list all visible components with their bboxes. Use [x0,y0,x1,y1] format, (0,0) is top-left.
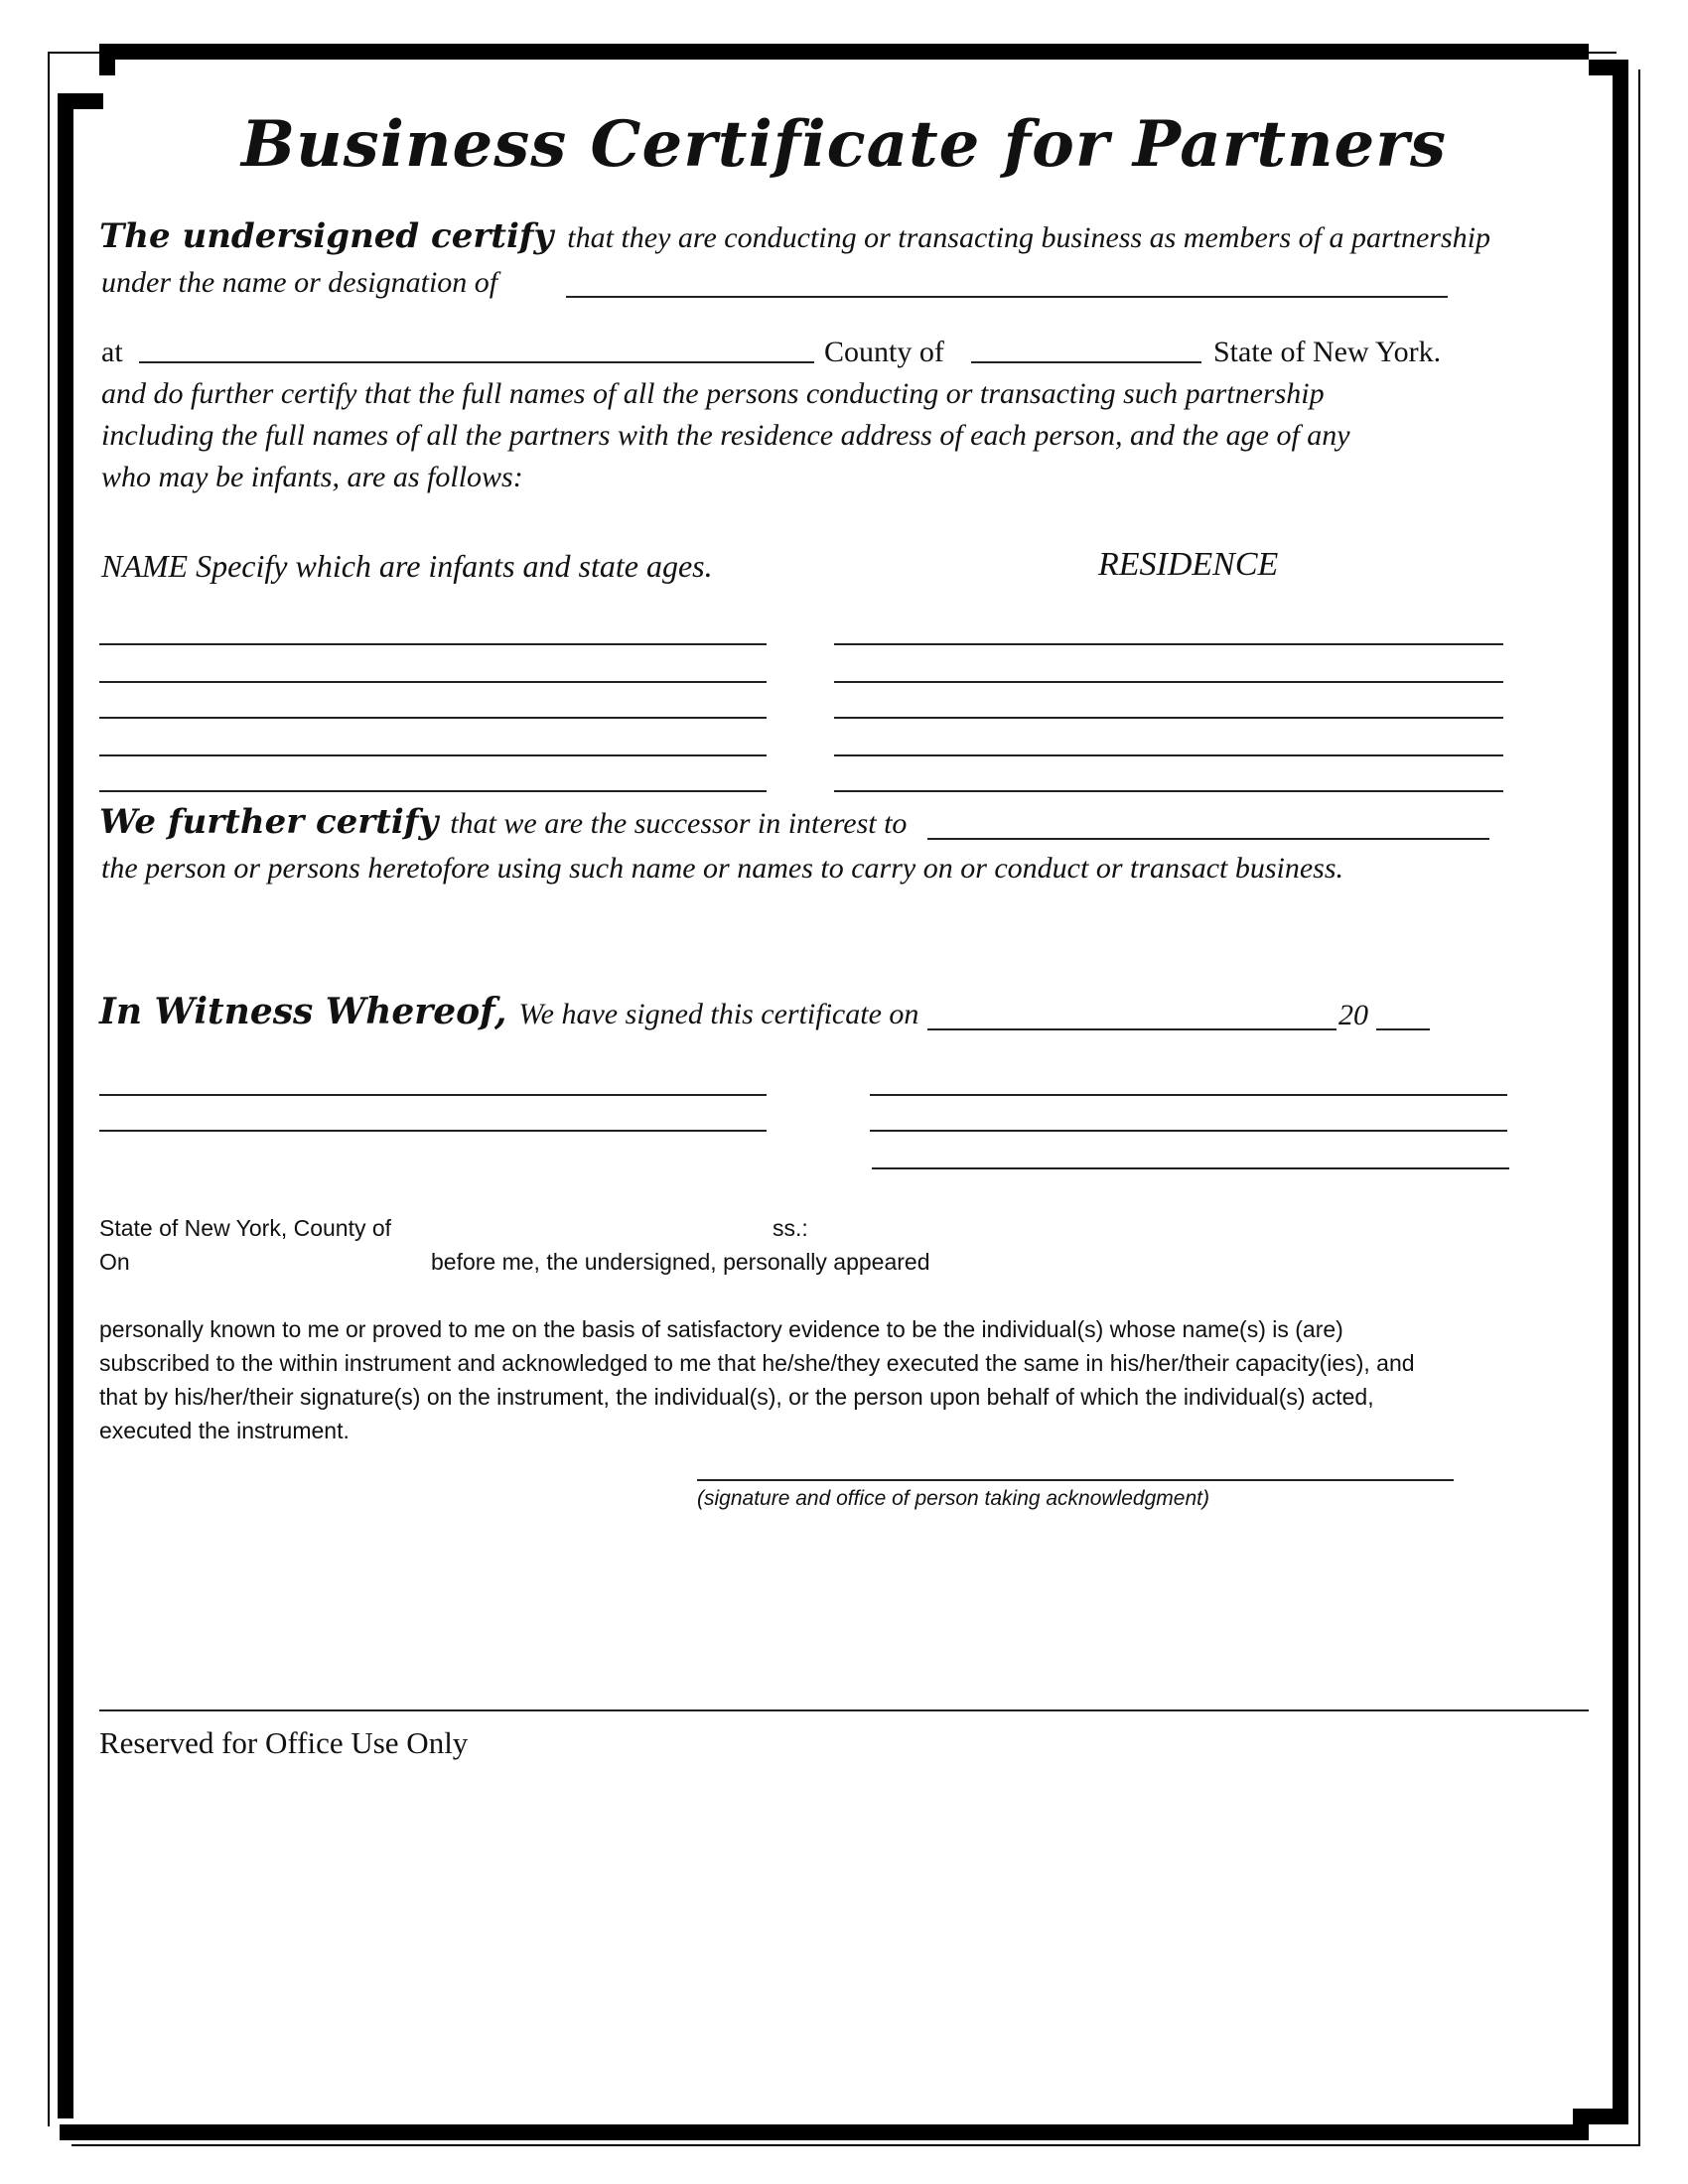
notary-body-line-3: that by his/her/their signature(s) on the instrument, the individual(s), or the person upon behalf of which the individual(s) acted, [99,1384,1374,1410]
at-label: at [101,336,123,368]
full-names-line-1: and do further certify that the full names of all the persons conducting or transacting such partnership [101,377,1325,410]
office-use-label: Reserved for Office Use Only [99,1725,469,1760]
signature-line[interactable] [870,1094,1507,1096]
partner-name-field[interactable] [99,754,767,756]
signature-line[interactable] [99,1130,767,1132]
partner-residence-field[interactable] [834,790,1503,792]
signature-line[interactable] [872,1167,1509,1169]
designation-field[interactable] [566,296,1448,298]
certify-paragraph [99,216,1490,256]
partner-name-field[interactable] [99,717,767,719]
witness-text: We have signed this certificate on [518,998,919,1030]
partner-residence-field[interactable] [834,681,1503,683]
witness-lead: In Witness Whereof, [99,991,507,1032]
partner-residence-field[interactable] [834,643,1503,645]
partner-name-field[interactable] [99,681,767,683]
county-label: County of [824,336,944,368]
partner-name-field[interactable] [99,790,767,792]
signature-line[interactable] [99,1094,767,1096]
office-use-divider [99,1709,1589,1711]
successor-line-2: the person or persons heretofore using such name or names to carry on or conduct or transact business. [101,852,1344,885]
county-field[interactable] [971,361,1201,363]
notary-body-line-2: subscribed to the within instrument and acknowledged to me that he/she/they executed the same in his/her/their capacity(ies), and [99,1350,1415,1376]
successor-text: that we are the successor in interest to [450,807,908,840]
notary-signature-field[interactable] [697,1479,1454,1481]
certify-text: that they are conducting or transacting business as members of a partnership [567,221,1490,254]
certify-lead: The undersigned certify [99,216,554,256]
notary-signature-caption: (signature and office of person taking acknowledgment) [697,1487,1209,1510]
successor-paragraph [99,802,907,842]
notary-on: On [99,1249,130,1275]
notary-body-line-4: executed the instrument. [99,1418,350,1443]
notary-state-county: State of New York, County of [99,1215,392,1241]
address-field[interactable] [139,361,814,363]
name-column-header: NAME Specify which are infants and state ages. [101,548,713,584]
designation-label: under the name or designation of [101,266,498,299]
state-label: State of New York. [1213,336,1442,368]
full-names-line-3: who may be infants, are as follows: [101,461,523,493]
signing-date-field[interactable] [927,1028,1336,1030]
successor-field[interactable] [927,838,1489,840]
residence-column-header: RESIDENCE [1098,546,1279,583]
year-field[interactable] [1376,1028,1430,1030]
notary-before-me: before me, the undersigned, personally appeared [431,1249,930,1275]
witness-paragraph [99,991,918,1032]
document-title: Business Certificate for Partners [240,107,1448,182]
year-prefix: 20 [1338,999,1368,1031]
notary-body-line-1: personally known to me or proved to me on the basis of satisfactory evidence to be the individual(s) whose name(s) is (are) [99,1316,1343,1342]
successor-lead: We further certify [99,802,439,842]
full-names-line-2: including the full names of all the partners with the residence address of each person, and the age of any [101,419,1350,452]
signature-line[interactable] [870,1130,1507,1132]
partner-residence-field[interactable] [834,717,1503,719]
partner-name-field[interactable] [99,643,767,645]
partner-residence-field[interactable] [834,754,1503,756]
notary-ss: ss.: [773,1215,808,1241]
